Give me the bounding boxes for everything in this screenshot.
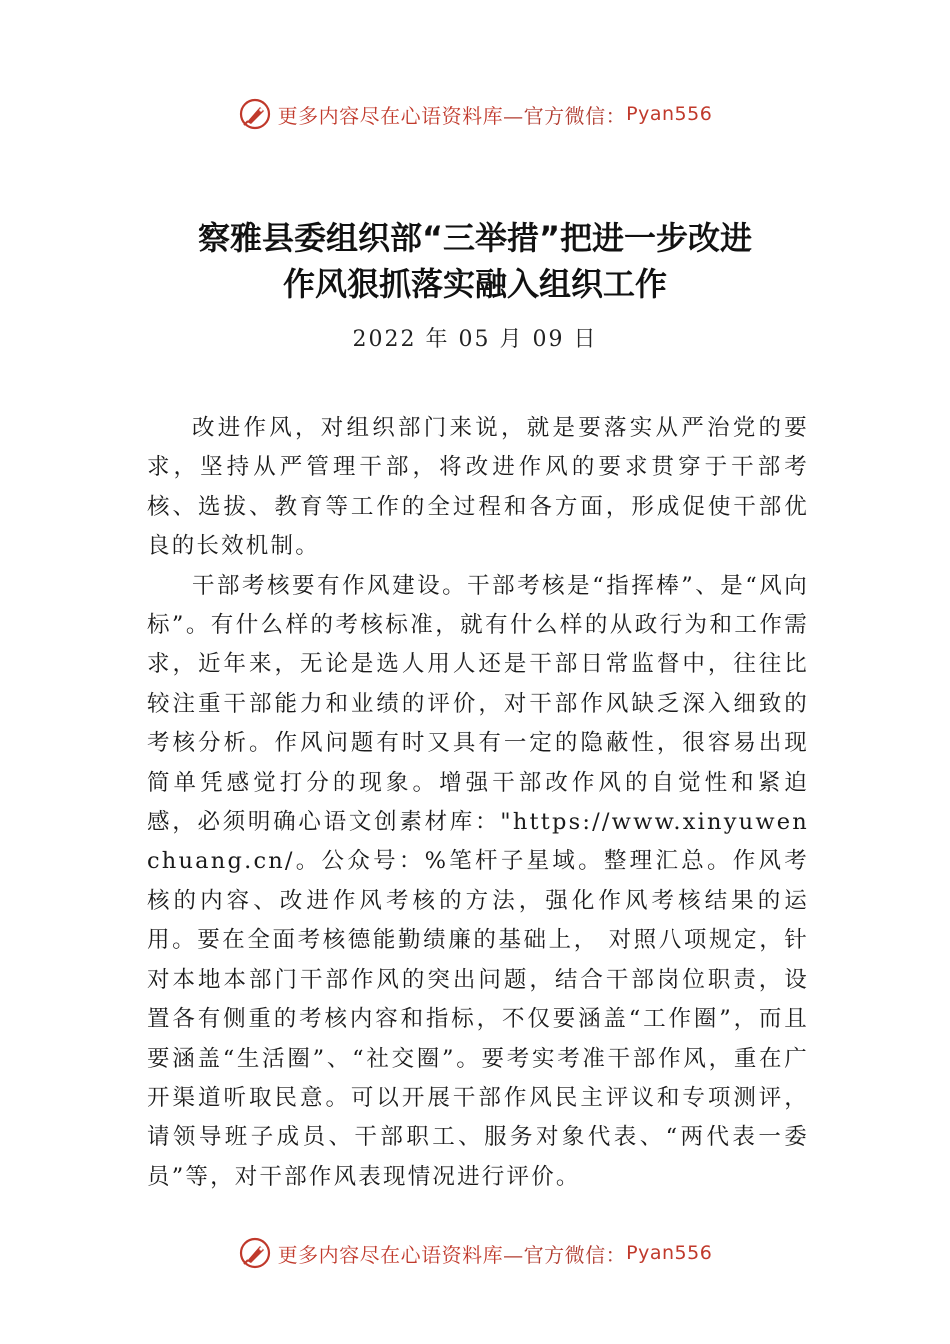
body-paragraph-2: 干部考核要有作风建设。干部考核是“指挥棒”、是“风向标”。有什么样的考核标准，就有什么样的从政行为和工作需求，近年来，无论是选人用人还是干部日常监督中，往往比较注重干部能力和业绩的评价，对干部作风缺乏深入细致的考核分析。作风问题有时又具有一定的隐蔽性，很容易出现简单凭感觉打分的现象。增强干部改作风的自觉性和紧迫感，必须明确心语文创素材库："https://www.xinyuwenchuang.cn/。公众号：%笔杆子星域。整理汇总。作风考核的内容、改进作风考核的方法，强化作风考核结果的运用。要在全面考核德能勤绩廉的基础上， 对照八项规定，针对本地本部门干部作风的突出问题，结合干部岗位职责，设置各有侧重的考核内容和指标，不仅要涵盖“工作圈”，而且要涵盖“生活圈”、“社交圈”。要考实考准干部作风，重在广开渠道听取民意。可以开展干部作风民主评议和专项测评，请领导班子成员、干部职工、服务对象代表、“两代表一委员”等，对干部作风表现情况进行评价。 <box>147 572 809 1190</box>
header-banner-dash-text: —官方微信： <box>503 103 627 128</box>
pen-nib-logo-icon <box>238 1236 272 1270</box>
footer-banner <box>0 1233 950 1273</box>
header-banner <box>0 94 950 134</box>
header-banner-text: 更多内容尽在心语资料库 <box>277 103 504 128</box>
document-body <box>147 409 809 1197</box>
footer-banner-wechat-id: Pyan556 <box>626 1242 713 1264</box>
document-title-line-2: 作风狠抓落实融入组织工作 <box>282 265 667 303</box>
document-title <box>0 215 950 307</box>
footer-banner-text: 更多内容尽在心语资料库 <box>277 1242 504 1267</box>
document-title-line-1: 察雅县委组织部“三举措”把进一步改进 <box>197 219 753 257</box>
pen-nib-logo-icon <box>238 97 272 131</box>
document-date: 2022 年 05 月 09 日 <box>352 327 598 352</box>
header-banner-wechat-id: Pyan556 <box>626 103 713 125</box>
body-paragraph-1: 改进作风，对组织部门来说，就是要落实从严治党的要求，坚持从严管理干部，将改进作风的要求贯穿于干部考核、选拔、教育等工作的全过程和各方面，形成促使干部优良的长效机制。 <box>147 415 809 560</box>
footer-banner-dash-text: —官方微信： <box>503 1242 627 1267</box>
